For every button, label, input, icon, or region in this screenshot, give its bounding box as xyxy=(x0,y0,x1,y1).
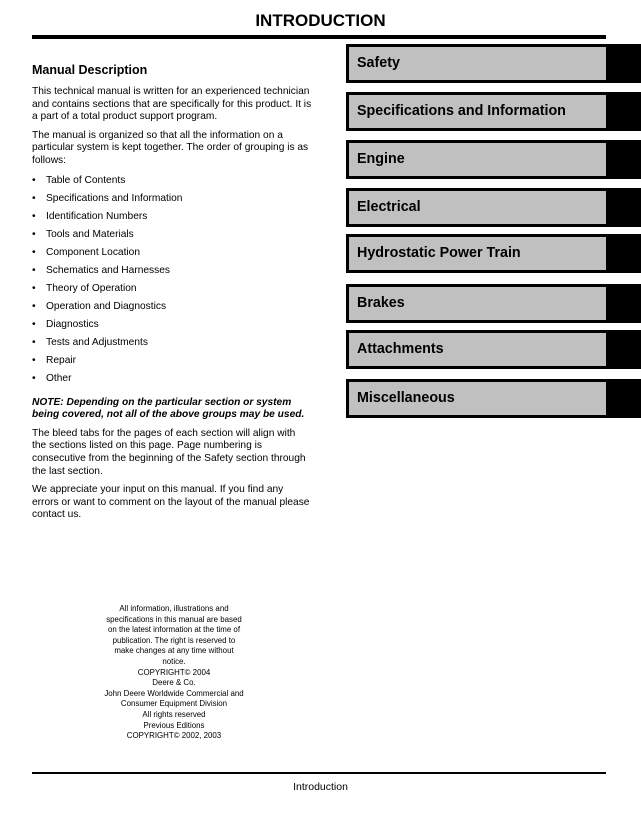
note-text: NOTE: Depending on the particular section or system being covered, not all of the above groups may be used. xyxy=(32,396,305,421)
list-item: • Tools and Materials xyxy=(32,228,134,240)
list-item: • Table of Contents xyxy=(32,174,126,186)
bullet-icon: • xyxy=(32,210,36,222)
tab-safety[interactable] xyxy=(346,44,641,83)
page-footer: Introduction xyxy=(293,781,348,793)
copyright-notice: All information, illustrations and specifications in this manual are based on the latest information at the time of publication. The right is reserved to make changes at any time without notice. COPYRIGHT© 2004 Deere & Co. John Deere Worldwide Commercial and Consumer Equipment Division All rights reserved Previous Editions COPYRIGHT© 2002, 2003 xyxy=(104,604,244,741)
paragraph-organization: The manual is organized so that all the information on a particular system is kept together. The order of grouping is as follows: xyxy=(32,129,309,166)
list-item: • Component Location xyxy=(32,246,141,258)
bullet-icon: • xyxy=(32,264,36,276)
list-item: • Other xyxy=(32,372,72,384)
tab-label: Safety xyxy=(349,47,606,80)
grouping-list xyxy=(32,174,312,390)
list-item: • Repair xyxy=(32,354,77,366)
tab-label: Specifications and Information xyxy=(349,95,606,128)
tab-label: Miscellaneous xyxy=(349,382,606,415)
list-item: • Theory of Operation xyxy=(32,282,137,294)
bullet-icon: • xyxy=(32,174,36,186)
tab-specifications[interactable] xyxy=(346,92,641,131)
list-item: • Diagnostics xyxy=(32,318,99,330)
paragraph-bleed-tabs: The bleed tabs for the pages of each section will align with the sections listed on this page. Page numbering is consecutive from the beginning of the Safety section through the last section. xyxy=(32,427,306,477)
tab-brakes[interactable] xyxy=(346,284,641,323)
manual-description xyxy=(32,63,312,528)
list-item: • Identification Numbers xyxy=(32,210,148,222)
tab-label: Electrical xyxy=(349,191,606,224)
bullet-icon: • xyxy=(32,282,36,294)
tab-label: Engine xyxy=(349,143,606,176)
bullet-icon: • xyxy=(32,318,36,330)
bullet-icon: • xyxy=(32,336,36,348)
bullet-icon: • xyxy=(32,372,36,384)
paragraph-feedback: We appreciate your input on this manual. If you find any errors or want to comment on the layout of the manual please contact us. xyxy=(32,484,310,521)
list-item: • Operation and Diagnostics xyxy=(32,300,167,312)
bullet-icon: • xyxy=(32,354,36,366)
bullet-icon: • xyxy=(32,228,36,240)
list-item: • Schematics and Harnesses xyxy=(32,264,171,276)
bullet-icon: • xyxy=(32,192,36,204)
bullet-icon: • xyxy=(32,300,36,312)
tab-label: Hydrostatic Power Train xyxy=(349,237,606,270)
paragraph-intro: This technical manual is written for an experienced technician and contains sections that are specifically for this product. It is a part of a total product support program. xyxy=(32,86,312,123)
tab-label: Attachments xyxy=(349,333,606,366)
section-heading: Manual Description xyxy=(32,63,148,77)
tab-label: Brakes xyxy=(349,287,606,320)
page-title: INTRODUCTION xyxy=(255,11,386,30)
title-rule xyxy=(32,35,606,39)
tab-miscellaneous[interactable] xyxy=(346,379,641,418)
footer-rule xyxy=(32,772,606,774)
bullet-icon: • xyxy=(32,246,36,258)
tab-engine[interactable] xyxy=(346,140,641,179)
list-item: • Specifications and Information xyxy=(32,192,183,204)
tab-electrical[interactable] xyxy=(346,188,641,227)
tab-hydrostatic-power-train[interactable] xyxy=(346,234,641,273)
list-item: • Tests and Adjustments xyxy=(32,336,148,348)
tab-attachments[interactable] xyxy=(346,330,641,369)
